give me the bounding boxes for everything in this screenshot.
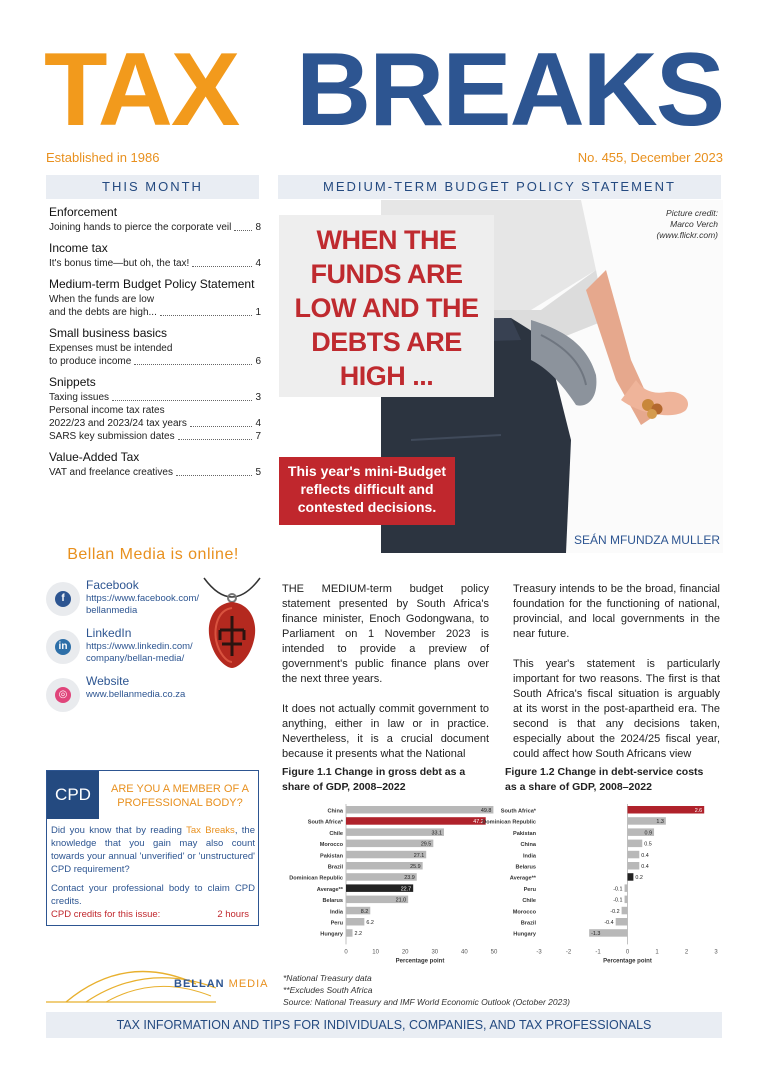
author-byline: SEÁN MFUNDZA MULLER xyxy=(573,533,720,547)
toc-entry-line: Personal income tax rates xyxy=(49,405,165,416)
toc-page-number: 3 xyxy=(255,392,261,403)
toc-entry[interactable] xyxy=(49,430,261,443)
category-label: Belarus xyxy=(322,898,343,905)
social-link-website[interactable] xyxy=(46,674,206,718)
bar xyxy=(628,840,643,848)
tick-label: 40 xyxy=(461,949,468,956)
value-label: 2.2 xyxy=(354,931,363,938)
toc-entry-title: 2022/23 and 2023/24 tax years xyxy=(49,418,187,429)
toc-section xyxy=(49,327,261,368)
masthead-tax: TAX xyxy=(44,32,239,148)
toc-entry-title: It's bonus time—but oh, the tax! xyxy=(49,258,190,269)
value-label: 22.7 xyxy=(400,886,412,893)
cpd-credits: CPD credits for this issue: 2 hours xyxy=(51,909,249,920)
toc-section xyxy=(49,376,261,443)
bar xyxy=(622,907,628,915)
value-label: 29.5 xyxy=(420,841,432,848)
mtbps-bar: MEDIUM-TERM BUDGET POLICY STATEMENT xyxy=(278,175,721,199)
feature-headline: WHEN THE FUNDS ARE LOW AND THE DEBTS ARE HIGH ... xyxy=(279,215,494,397)
value-label: -0.2 xyxy=(610,908,620,915)
logo-text: BELLAN MEDIA xyxy=(174,978,269,990)
icon-badge xyxy=(46,630,80,664)
icon-badge xyxy=(46,582,80,616)
axis-label: Percentage point xyxy=(603,958,652,965)
category-label: Average** xyxy=(316,886,343,893)
category-label: Hungary xyxy=(320,931,343,938)
toc-entry[interactable] xyxy=(49,221,261,234)
category-label: China xyxy=(327,808,343,815)
cpd-box xyxy=(46,770,259,926)
toc-entry-line: Expenses must be intended xyxy=(49,343,173,354)
value-label: 23.9 xyxy=(404,875,415,882)
toc-section-heading: Income tax xyxy=(49,241,108,255)
bar xyxy=(346,828,444,836)
bar xyxy=(628,873,634,881)
toc-section-heading: Snippets xyxy=(49,375,96,389)
issue-label: No. 455, December 2023 xyxy=(577,150,723,165)
bar xyxy=(616,918,628,926)
category-label: Hungary xyxy=(513,931,536,938)
toc-entry-title: and the debts are high... xyxy=(49,307,157,318)
category-label: Chile xyxy=(329,830,343,837)
value-label: -0.1 xyxy=(613,886,623,893)
value-label: 6.2 xyxy=(366,920,374,926)
bar xyxy=(628,862,640,870)
category-label: South Africa* xyxy=(500,808,536,815)
toc-section-heading: Medium-term Budget Policy Statement xyxy=(49,277,255,291)
toc-leader-dots xyxy=(178,439,253,440)
tick-label: 30 xyxy=(431,949,439,956)
category-label: China xyxy=(520,842,536,849)
value-label: 0.9 xyxy=(644,830,653,837)
bar xyxy=(346,817,486,825)
toc-section-heading: Small business basics xyxy=(49,326,168,340)
footer-bar: TAX INFORMATION AND TIPS FOR INDIVIDUALS, COMPANIES, AND TAX PROFESSIONALS xyxy=(46,1012,722,1038)
category-label: Belarus xyxy=(515,864,536,871)
social-url[interactable]: www.bellanmedia.co.za xyxy=(86,689,186,700)
value-label: 2.6 xyxy=(694,808,703,814)
toc-leader-dots xyxy=(134,364,252,365)
tick-label: 10 xyxy=(372,949,379,956)
toc-page-number: 8 xyxy=(255,222,261,233)
table-of-contents xyxy=(49,206,261,487)
toc-leader-dots xyxy=(192,266,252,267)
social-link-facebook[interactable] xyxy=(46,578,206,622)
tick-label: -2 xyxy=(565,949,572,956)
value-label: 1.3 xyxy=(656,819,664,826)
cpd-question: ARE YOU A MEMBER OF A PROFESSIONAL BODY? xyxy=(111,783,249,809)
toc-entry-title: Joining hands to pierce the corporate veil xyxy=(49,222,232,233)
social-name: Website xyxy=(86,674,130,688)
social-url[interactable]: https://www.linkedin.com/ company/bellan-media/ xyxy=(86,641,193,664)
category-label: South Africa* xyxy=(307,819,343,826)
toc-section-heading: Value-Added Tax xyxy=(49,450,140,464)
figure-2-title: Figure 1.2 Change in debt-service costs as a share of GDP, 2008–2022 xyxy=(505,766,704,793)
online-title: Bellan Media is online! xyxy=(67,546,239,563)
toc-leader-dots xyxy=(190,426,253,427)
value-label: 0.2 xyxy=(635,875,643,882)
toc-entry-title: Taxing issues xyxy=(49,392,110,403)
toc-leader-dots xyxy=(112,400,252,401)
category-label: Brazil xyxy=(327,864,343,871)
tick-label: 0 xyxy=(625,949,630,956)
tick-label: -1 xyxy=(595,949,601,956)
toc-leader-dots xyxy=(160,315,253,316)
cpd-body: Did you know that by reading Tax Breaks, the knowledge that you gain may also count towards your annual 'unverified' or 'unstructured' CPD requirement? Contact your professional body to claim CPD credits. xyxy=(51,825,255,907)
tick-label: 0 xyxy=(344,949,348,956)
value-label: 49.8 xyxy=(480,808,492,814)
tick-label: 20 xyxy=(401,949,409,956)
pendant-image xyxy=(200,578,264,670)
category-label: Peru xyxy=(523,886,536,893)
toc-leader-dots xyxy=(176,475,252,476)
category-label: Peru xyxy=(330,920,343,927)
value-label: 0.4 xyxy=(641,864,649,870)
category-label: Morocco xyxy=(319,842,343,849)
toc-entry[interactable] xyxy=(49,257,261,270)
linkedin-icon: in xyxy=(55,639,71,655)
toc-leader-dots xyxy=(234,230,252,231)
value-label: 8.2 xyxy=(360,908,369,915)
toc-section xyxy=(49,451,261,479)
value-label: -1.3 xyxy=(591,931,601,938)
chart-notes: *National Treasury data **Excludes South Africa Source: National Treasury and IMF World Economic Outlook (October 2023) xyxy=(283,973,570,1007)
category-label: Pakistan xyxy=(319,853,343,860)
toc-entry[interactable] xyxy=(49,417,261,430)
icon-badge xyxy=(46,678,80,712)
figure-1-title: Figure 1.1 Change in gross debt as a share of GDP, 2008–2022 xyxy=(282,766,466,793)
this-month-bar: THIS MONTH xyxy=(46,175,259,199)
value-label: 27.1 xyxy=(413,852,425,859)
article-column-2: Treasury intends to be the broad, financial foundation for the functioning of national, provincial, and local governments in the near future. This year's statement is particularly important for two reasons. The first is that South Africa's fiscal situation is arguably at its worst in the post-apartheid era. The second is that any decisions taken, especially about the 2024/25 fiscal year, could affect how South Africans view xyxy=(513,583,720,760)
value-label: 33.1 xyxy=(431,830,442,837)
globe-icon: ◎ xyxy=(55,687,71,703)
bar xyxy=(625,896,628,904)
social-url[interactable]: https://www.facebook.com/ bellanmedia xyxy=(86,593,199,616)
toc-page-number: 6 xyxy=(255,356,261,367)
toc-page-number: 7 xyxy=(255,431,261,442)
category-label: Average** xyxy=(509,875,536,882)
toc-entry[interactable] xyxy=(49,306,261,319)
facebook-icon: f xyxy=(55,591,71,607)
tick-label: 2 xyxy=(684,949,689,956)
axis-label: Percentage point xyxy=(395,958,445,965)
category-label: Morocco xyxy=(512,909,536,916)
social-link-linkedin[interactable] xyxy=(46,626,206,670)
bar xyxy=(346,806,493,814)
article-column-1: THE MEDIUM-term budget policy statement presented by South Africa's finance minister, Enoch Godongwana, to Parliament on 1 November 2023 is intended to provide a preview of government's public finance plans over the next three years. It does not actually commit government to anything, either in law or in practice. Nevertheless, it is a crucial document because it presents what the National xyxy=(282,583,489,760)
social-name: LinkedIn xyxy=(86,626,132,640)
bar xyxy=(346,929,353,937)
value-label: 47.2 xyxy=(473,819,484,826)
value-label: 21.0 xyxy=(395,897,407,904)
toc-entry[interactable] xyxy=(49,355,261,368)
established-label: Established in 1986 xyxy=(46,150,160,165)
toc-section xyxy=(49,278,261,319)
value-label: 25.9 xyxy=(410,864,421,870)
bar xyxy=(346,918,364,926)
category-label: Chile xyxy=(522,898,536,905)
tick-label: 3 xyxy=(714,949,718,956)
toc-page-number: 5 xyxy=(255,467,261,478)
toc-entry-title: SARS key submission dates xyxy=(49,431,175,442)
toc-entry[interactable] xyxy=(49,466,261,479)
value-label: 0.5 xyxy=(644,841,652,848)
toc-section xyxy=(49,242,261,270)
value-label: -0.4 xyxy=(604,920,614,926)
category-label: Brazil xyxy=(520,920,536,927)
masthead-breaks: BREAKS xyxy=(296,32,724,148)
tick-label: 1 xyxy=(655,949,659,956)
toc-page-number: 1 xyxy=(255,307,261,318)
cpd-tag: CPD xyxy=(47,771,99,819)
category-label: Dominican Republic xyxy=(482,819,536,826)
toc-entry-title: VAT and freelance creatives xyxy=(49,467,173,478)
value-label: 0.4 xyxy=(641,852,649,859)
toc-page-number: 4 xyxy=(255,418,261,429)
bar xyxy=(625,884,628,892)
category-label: Pakistan xyxy=(512,830,536,837)
category-label: India xyxy=(329,909,343,916)
toc-entry-title: to produce income xyxy=(49,356,132,367)
tick-label: 50 xyxy=(490,949,498,956)
chart-gross-debt xyxy=(282,800,500,965)
value-label: -0.1 xyxy=(613,897,623,904)
toc-entry[interactable] xyxy=(49,391,261,404)
toc-section xyxy=(49,206,261,234)
toc-section-heading: Enforcement xyxy=(49,205,118,219)
category-label: Dominican Republic xyxy=(289,875,343,882)
bar xyxy=(628,851,640,859)
bar xyxy=(628,806,705,814)
social-name: Facebook xyxy=(86,578,139,592)
category-label: India xyxy=(522,853,536,860)
picture-credit: Picture credit: Marco Verch (www.flickr.com) xyxy=(656,208,718,240)
feature-subhead: This year's mini-Budget reflects difficult and contested decisions. xyxy=(279,457,455,525)
toc-entry-line: When the funds are low xyxy=(49,294,155,305)
toc-page-number: 4 xyxy=(255,258,261,269)
tick-label: -3 xyxy=(536,949,542,956)
